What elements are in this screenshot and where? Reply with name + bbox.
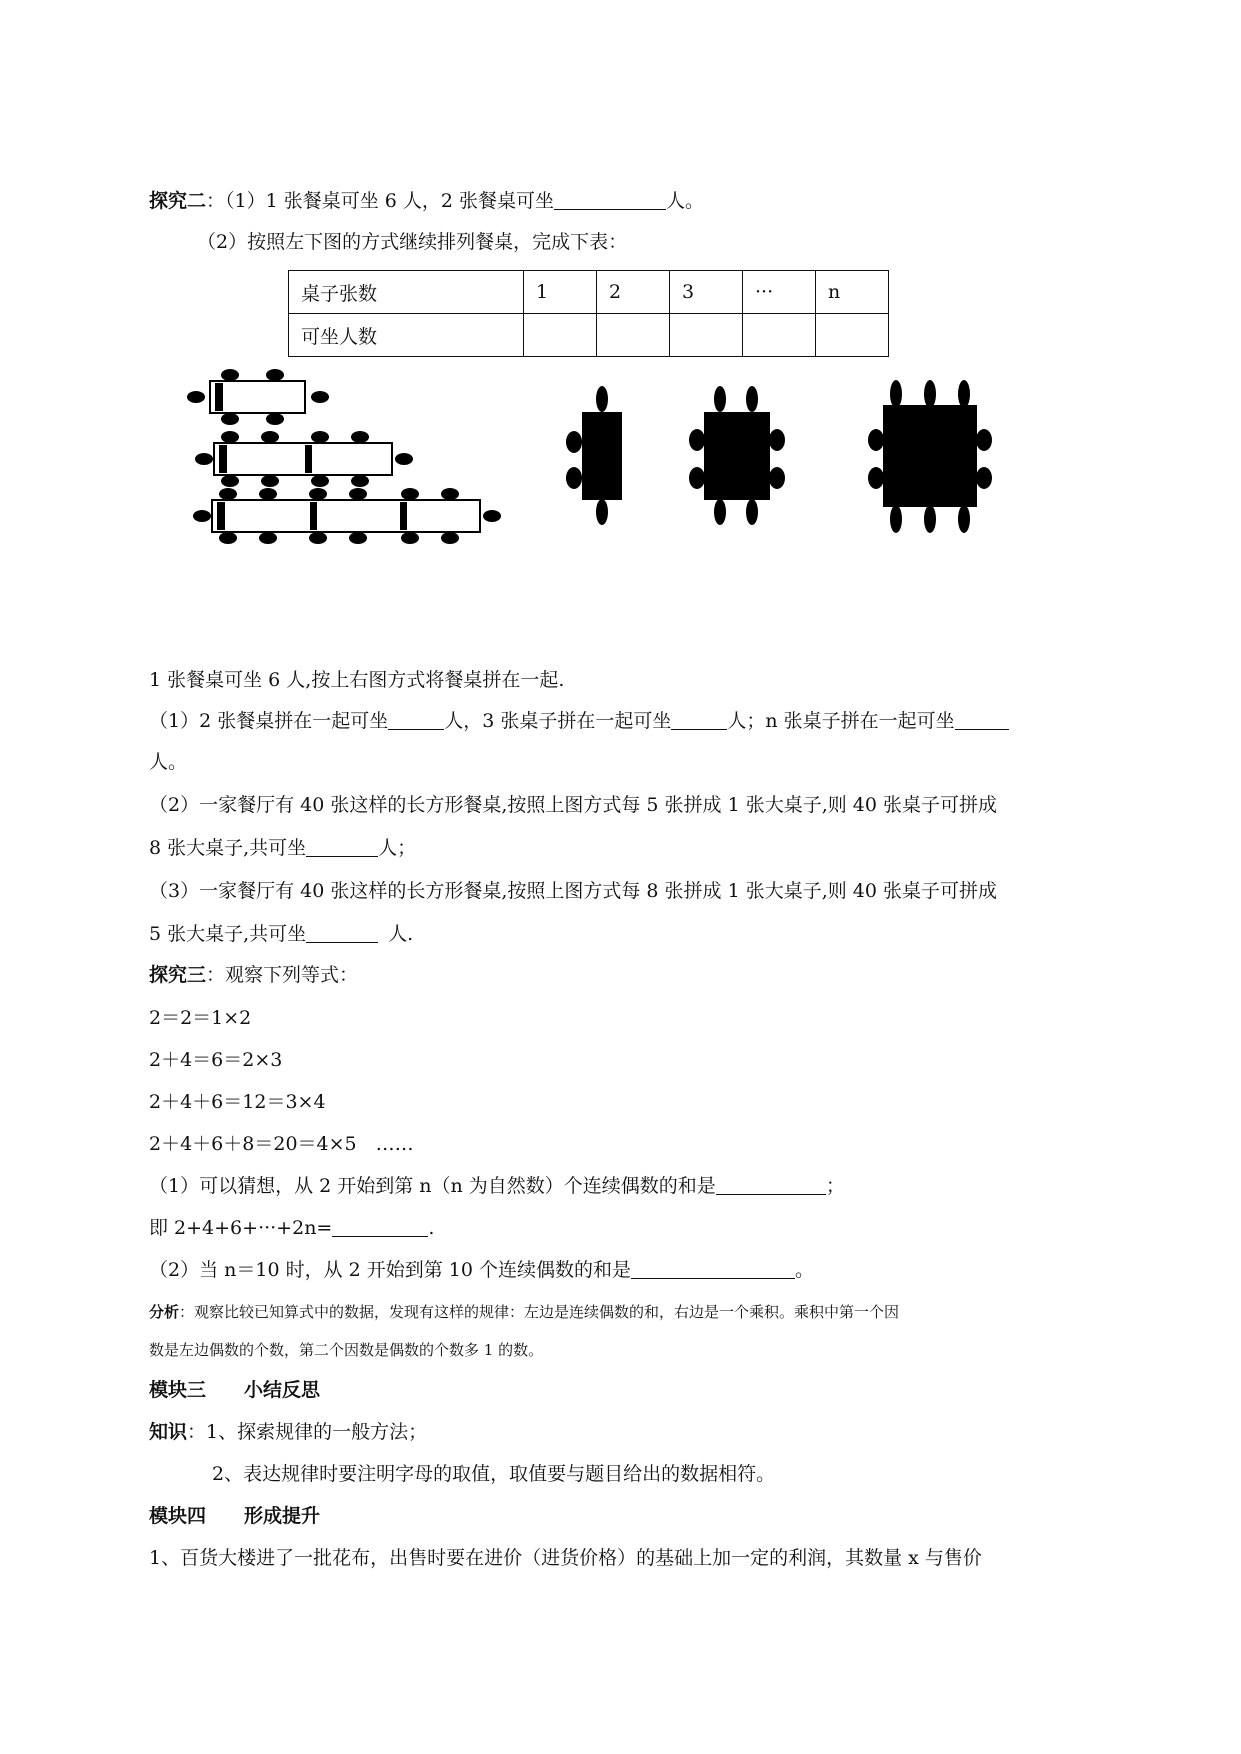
problem-intro: 1 张餐桌可坐 6 人,按上右图方式将餐桌拼在一起. <box>149 669 565 691</box>
seat-icon <box>890 505 902 533</box>
answer-blank[interactable] <box>631 1258 795 1279</box>
seat-icon <box>958 380 970 408</box>
problem-q2: （2）一家餐厅有 40 张这样的长方形餐桌,按照上图方式每 5 张拼成 1 张大桌子,则 40 张桌子可拼成 <box>149 794 998 816</box>
seat-icon <box>351 431 369 443</box>
inquiry2-label: 探究二 <box>149 190 207 212</box>
table-cell: 1 <box>524 271 597 314</box>
seat-icon <box>221 369 239 381</box>
seat-icon <box>309 532 327 544</box>
problem-q1-end: 人。 <box>149 751 188 773</box>
equation-3: 2＋4＋6＝12＝3×4 <box>149 1091 326 1113</box>
seat-icon <box>714 386 726 412</box>
table-texture <box>217 502 225 530</box>
left-figure-long-tables <box>187 369 501 544</box>
table-cell: n <box>816 271 889 314</box>
table-block <box>883 405 977 507</box>
seat-icon <box>746 499 758 525</box>
seat-icon <box>714 499 726 525</box>
answer-blank[interactable] <box>671 709 727 730</box>
equation-4: 2＋4＋6＋8＝20＝4×5 …… <box>149 1133 414 1155</box>
table-block <box>704 412 770 500</box>
answer-blank[interactable] <box>388 709 444 730</box>
equation-2: 2＋4＝6＝2×3 <box>149 1049 283 1071</box>
seat-icon <box>746 386 758 412</box>
table-cell: 2 <box>597 271 670 314</box>
seat-icon <box>193 510 211 522</box>
table-arrangement-figures <box>0 0 1241 580</box>
seat-icon <box>868 467 884 489</box>
seat-icon <box>689 467 705 489</box>
inquiry3-q1-text: （1）可以猜想，从 2 开始到第 n（n 为自然数）个连续偶数的和是 <box>149 1175 716 1197</box>
seat-icon <box>924 505 936 533</box>
knowledge-item: ：1、探索规律的一般方法； <box>187 1421 428 1443</box>
seat-icon <box>924 380 936 408</box>
seat-icon <box>195 453 213 465</box>
seat-icon <box>259 532 277 544</box>
seat-icon <box>221 413 239 425</box>
seat-icon <box>349 488 367 500</box>
seat-icon <box>689 429 705 451</box>
module3-knowledge-2: 2、表达规律时要注明字母的取值，取值要与题目给出的数据相符。 <box>212 1463 776 1485</box>
seat-icon <box>219 488 237 500</box>
problem-q2-part: 人； <box>378 837 417 859</box>
problem-q1 <box>149 707 1009 735</box>
seat-icon <box>441 532 459 544</box>
inquiry3-q1b-text: 即 2+4+6+···+2n= <box>149 1217 333 1239</box>
seat-icon <box>566 467 582 489</box>
seat-icon <box>890 380 902 408</box>
table-texture <box>215 383 223 411</box>
inquiry3-q1 <box>149 1172 845 1200</box>
answer-blank[interactable] <box>306 836 378 857</box>
seat-icon <box>261 431 279 443</box>
analysis-text: ：观察比较已知算式中的数据，发现有这样的规律：左边是连续偶数的和，右边是一个乘积。乘积中第一个因 <box>179 1303 900 1321</box>
seat-icon <box>349 532 367 544</box>
inquiry3-q1-end: ； <box>825 1175 845 1197</box>
module4-title: 模块四 形成提升 <box>149 1505 321 1527</box>
table-texture <box>400 502 407 530</box>
inquiry3-label: 探究三 <box>149 964 207 986</box>
table-texture <box>310 502 317 530</box>
table-row-header: 可坐人数 <box>289 314 524 357</box>
problem-q1-part: （1）2 张餐桌拼在一起可坐 <box>149 710 389 732</box>
seat-icon <box>311 391 329 403</box>
analysis-label: 分析 <box>149 1303 180 1321</box>
seat-icon <box>221 475 239 487</box>
module3-knowledge-1 <box>149 1418 427 1446</box>
answer-blank[interactable] <box>716 1174 826 1195</box>
seat-icon <box>266 413 284 425</box>
table-cell: 3 <box>670 271 743 314</box>
table-rect <box>214 443 392 475</box>
inquiry3-q1b-end: . <box>428 1217 435 1239</box>
module3-title: 模块三 小结反思 <box>149 1379 321 1401</box>
problem-q3-part: 人. <box>388 923 414 945</box>
inquiry3-q1b <box>149 1214 434 1242</box>
seat-icon <box>769 429 785 451</box>
problem-q3-part: 5 张大桌子,共可坐 <box>149 923 307 945</box>
seat-icon <box>441 488 459 500</box>
analysis-line2: 数是左边偶数的个数，第二个因数是偶数的个数多 1 的数。 <box>149 1341 544 1359</box>
seat-icon <box>395 453 413 465</box>
inquiry3-intro <box>149 961 358 989</box>
inquiry3-q2 <box>149 1256 814 1284</box>
inquiry2-q1-suffix: 人。 <box>666 190 705 212</box>
inquiry3-intro-text: ：观察下列等式： <box>206 964 359 986</box>
seat-icon <box>606 467 622 489</box>
seat-icon <box>311 475 329 487</box>
seat-icon <box>187 391 205 403</box>
seat-icon <box>351 475 369 487</box>
answer-blank[interactable] <box>955 709 1009 730</box>
seat-icon <box>401 532 419 544</box>
problem-q1-part: 人；n 张桌子拼在一起可坐 <box>727 710 955 732</box>
seat-icon <box>401 488 419 500</box>
seat-icon <box>221 431 239 443</box>
seat-icon <box>309 488 327 500</box>
problem-q3: （3）一家餐厅有 40 张这样的长方形餐桌,按照上图方式每 8 张拼成 1 张大桌子,则 40 张桌子可拼成 <box>149 880 998 902</box>
table-row-header: 桌子张数 <box>289 271 524 314</box>
seat-icon <box>259 488 277 500</box>
table-rect <box>210 381 305 413</box>
problem-q1-part: 人，3 张桌子拼在一起可坐 <box>444 710 672 732</box>
answer-blank[interactable] <box>306 922 378 943</box>
inquiry2-q2: （2）按照左下图的方式继续排列餐桌，完成下表： <box>197 231 628 253</box>
seat-icon <box>596 386 608 412</box>
seat-icon <box>596 499 608 525</box>
inquiry3-q2-text: （2）当 n＝10 时，从 2 开始到第 10 个连续偶数的和是 <box>149 1259 632 1281</box>
seat-icon <box>976 467 992 489</box>
seat-icon <box>606 431 622 453</box>
inquiry3-q2-end: 。 <box>795 1259 815 1281</box>
table-cell: ··· <box>743 271 816 314</box>
seat-icon <box>266 369 284 381</box>
seat-icon <box>976 429 992 451</box>
seat-icon <box>261 475 279 487</box>
analysis-line1 <box>149 1298 899 1326</box>
seat-icon <box>566 431 582 453</box>
inquiry2-q1-text: ：（1）1 张餐桌可坐 6 人，2 张餐桌可坐 <box>206 190 555 212</box>
seat-icon <box>769 467 785 489</box>
module4-q1: 1、百货大楼进了一批花布，出售时要在进价（进货价格）的基础上加一定的利润，其数量 x 与售价 <box>149 1547 982 1569</box>
equation-1: 2＝2＝1×2 <box>149 1007 252 1029</box>
answer-blank[interactable] <box>332 1216 428 1237</box>
right-figure-square-tables <box>566 380 992 533</box>
table-texture <box>219 445 227 473</box>
seat-icon <box>483 510 501 522</box>
seat-icon <box>219 532 237 544</box>
seat-icon <box>311 431 329 443</box>
table-texture <box>305 445 312 473</box>
knowledge-label: 知识 <box>149 1421 188 1443</box>
problem-q2-part: 8 张大桌子,共可坐 <box>149 837 307 859</box>
seat-icon <box>958 505 970 533</box>
seat-icon <box>868 429 884 451</box>
problem-q3-cont <box>149 920 413 948</box>
problem-q2-cont <box>149 834 416 862</box>
table-rect <box>212 500 480 532</box>
